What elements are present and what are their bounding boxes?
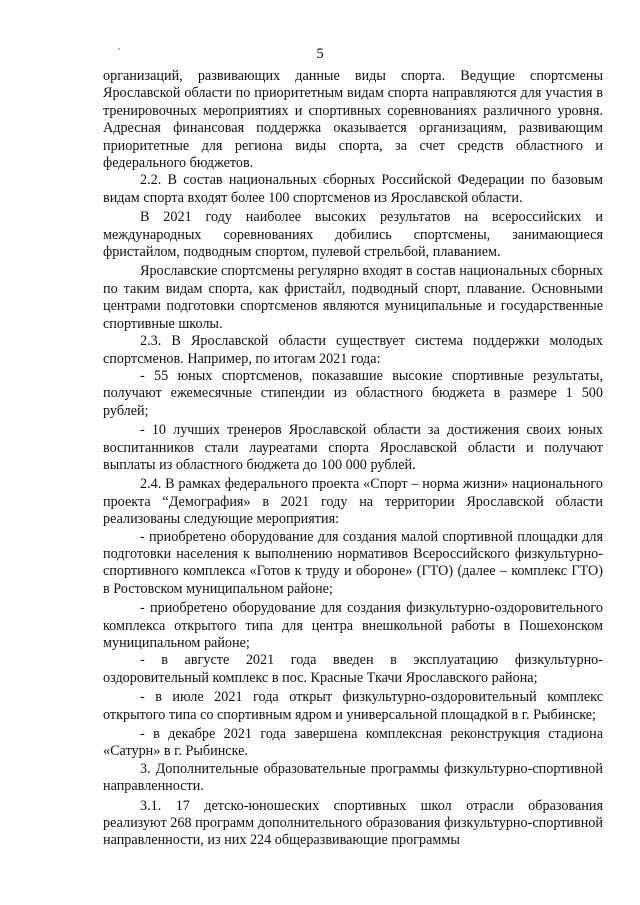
list-item-poshekhonye-equipment: - приобретено оборудование для создания физкультурно-оздоровительного комплекса открытого типа для центра внешкольной работы в Пошехонском муниципальном районе; xyxy=(103,600,603,651)
paragraph-section-3: 3. Дополнительные образовательные программы физкультурно-спортивной направленности. xyxy=(103,760,603,795)
list-item-rostov-equipment: - приобретено оборудование для создания малой спортивной площадки для подготовки населения к выполнению нормативов Всероссийского физкультурно-спортивного комплекса «Готов к труду и обороне» (ГТО) (далее – комплекс ГТО) в Ростовском муниципальном районе; xyxy=(103,528,603,597)
paragraph-2021-results: В 2021 году наиболее высоких результатов на всероссийских и международных соревнованиях добились спортсмены, занимающиеся фристайлом, подводным спортом, пулевой стрельбой, плаванием. xyxy=(103,209,603,261)
paragraph-2-4: 2.4. В рамках федерального проекта «Спорт – норма жизни» национального проекта “Демография» в 2021 году на территории Ярославской области реализованы следующие мероприятия: xyxy=(103,476,603,528)
list-item-coaches: - 10 лучших тренеров Ярославской области за достижения своих юных воспитанников стали лауреатами спорта Ярославской области и получают выплаты из областного бюджета до 100 000 рублей. xyxy=(103,422,603,473)
paragraph-continuation: организаций, развивающих данные виды спорта. Ведущие спортсмены Ярославской области по приоритетным видам спорта направляются для участия в тренировочных мероприятиях и спортивных соревнованиях различного уровня. Адресная финансовая поддержка оказывается организациям, развивающим приоритетные для региона виды спорта, за счет средств областного и федерального бюджетов. xyxy=(103,68,603,172)
paragraph-2-3: 2.3. В Ярославской области существует система поддержки молодых спортсменов. Например, по итогам 2021 года: xyxy=(103,333,603,367)
paragraph-3-1: 3.1. 17 детско-юношеских спортивных школ отрасли образования реализуют 268 программ дополнительного образования физкультурно-спортивной направленности, из них 224 общеразвивающие программы xyxy=(103,797,603,849)
list-item-scholarships: - 55 юных спортсменов, показавшие высокие спортивные результаты, получают ежемесячные стипендии из областного бюджета в размере 1 500 рублей; xyxy=(103,367,603,419)
paragraph-2-2: 2.2. В состав национальных сборных Российской Федерации по базовым видам спорта входят более 100 спортсменов из Ярославской области. xyxy=(103,172,603,206)
list-item-saturn-stadium: - в декабре 2021 года завершена комплексная реконструкция стадиона «Сатурн» в г. Рыбинске. xyxy=(103,726,603,760)
paragraph-national-teams: Ярославские спортсмены регулярно входят в состав национальных сборных по таким видам спорта, как фристайл, подводный спорт, плавание. Основными центрами подготовки спортсменов являются муниципальные и государственные спортивные школы. xyxy=(103,263,603,332)
list-item-rybinsk-complex: - в июле 2021 года открыт физкультурно-оздоровительный комплекс открытого типа со спортивным ядром и универсальной площадкой в г. Рыбинске; xyxy=(103,689,603,723)
document-body xyxy=(103,68,603,850)
page-number: 5 xyxy=(316,46,324,62)
list-item-krasnye-tkachi: - в августе 2021 года введен в эксплуатацию физкультурно-оздоровительный комплекс в пос. Красные Ткачи Ярославского района; xyxy=(103,652,603,686)
